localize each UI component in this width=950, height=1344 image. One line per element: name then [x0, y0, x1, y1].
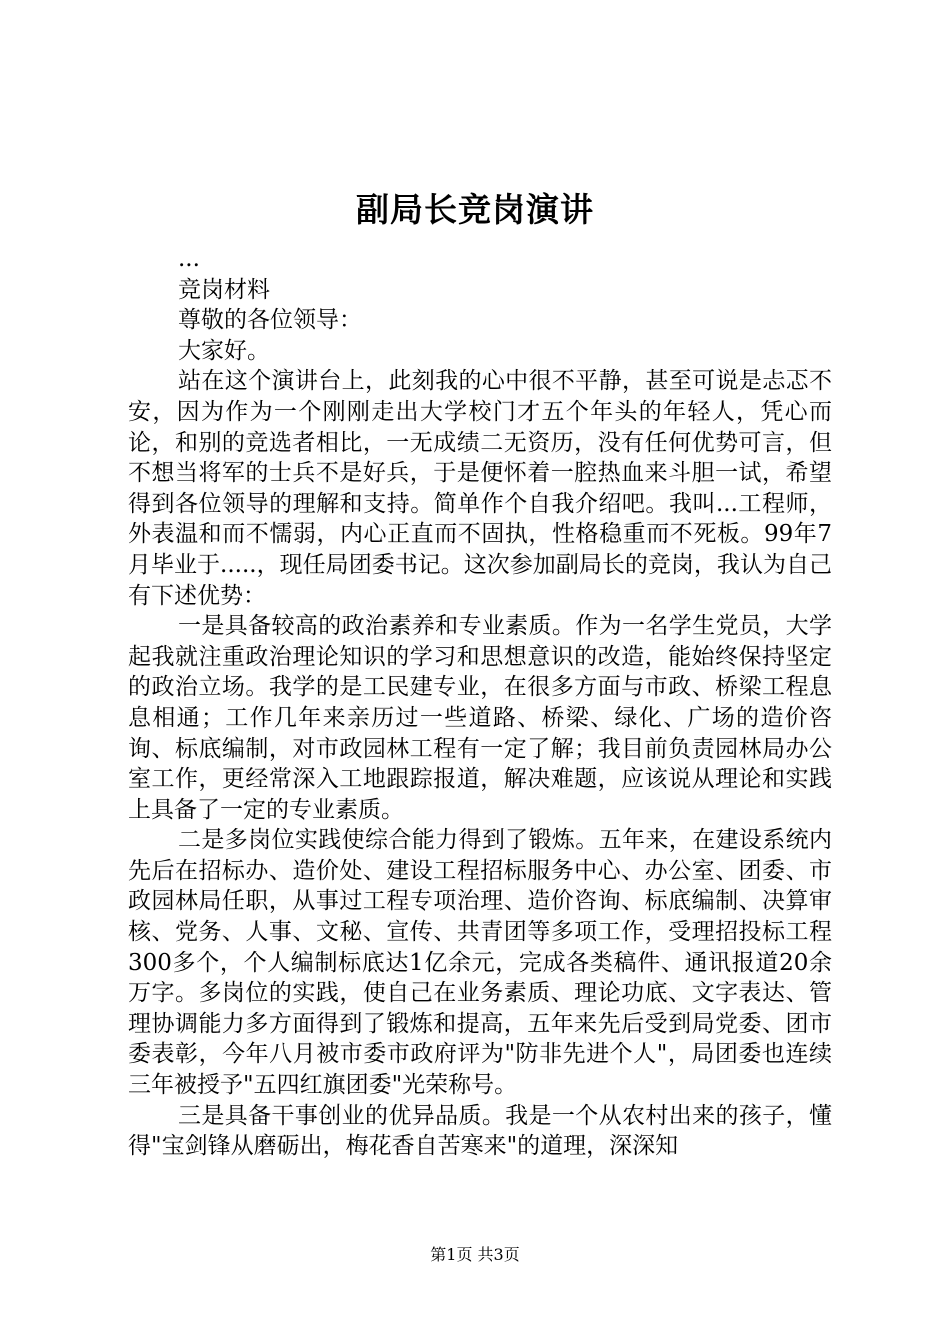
document-title: 副局长竞岗演讲 [356, 190, 594, 229]
paragraph-intro: 站在这个演讲台上，此刻我的心中很不平静，甚至可说是忐忑不安，因为作为一个刚刚走出大学校门才五个年头的年轻人，凭心而论，和别的竞选者相比，一无成绩二无资历，没有任何优势可言，但不想当将军的士兵不是好兵，于是便怀着一腔热血来斗胆一试，希望得到各位领导的理解和支持。简单作个自我介绍吧。我叫...工程师，外表温和而不懦弱，内心正直而不固执，性格稳重而不死板。99年7月毕业于.....，现任局团委书记。这次参加副局长的竞岗，我认为自己有下述优势： [128, 368, 832, 609]
greeting: 大家好。 [178, 337, 270, 364]
document-body [128, 244, 832, 1162]
paragraph-advantage-1: 一是具备较高的政治素养和专业素质。作为一名学生党员，大学起我就注重政治理论知识的学习和思想意识的改造，能始终保持坚定的政治立场。我学的是工民建专业，在很多方面与市政、桥梁工程息息相通；工作几年来亲历过一些道路、桥梁、绿化、广场的造价咨询、标底编制，对市政园林工程有一定了解；我目前负责园林局办公室工作，更经常深入工地跟踪报道，解决难题，应该说从理论和实践上具备了一定的专业素质。 [128, 613, 832, 823]
page-footer: 第1页 共3页 [430, 1245, 520, 1264]
material-label: 竞岗材料 [178, 276, 270, 303]
salutation: 尊敬的各位领导： [178, 307, 362, 334]
paragraph-advantage-2: 二是多岗位实践使综合能力得到了锻炼。五年来，在建设系统内先后在招标办、造价处、建设工程招标服务中心、办公室、团委、市政园林局任职，从事过工程专项治理、造价咨询、标底编制、决算审核、党务、人事、文秘、宣传、共青团等多项工作，受理招投标工程300多个，个人编制标底达1亿余元，完成各类稿件、通讯报道20余万字。多岗位的实践，使自己在业务素质、理论功底、文字表达、管理协调能力多方面得到了锻炼和提高，五年来先后受到局党委、团市委表彰，今年八月被市委市政府评为"防非先进个人"，局团委也连续三年被授予"五四红旗团委"光荣称号。 [128, 827, 832, 1099]
ellipsis-line: ... [178, 246, 200, 272]
paragraph-advantage-3: 三是具备干事创业的优异品质。我是一个从农村出来的孩子，懂得"宝剑锋从磨砺出，梅花香自苦寒来"的道理，深深知 [128, 1102, 832, 1160]
